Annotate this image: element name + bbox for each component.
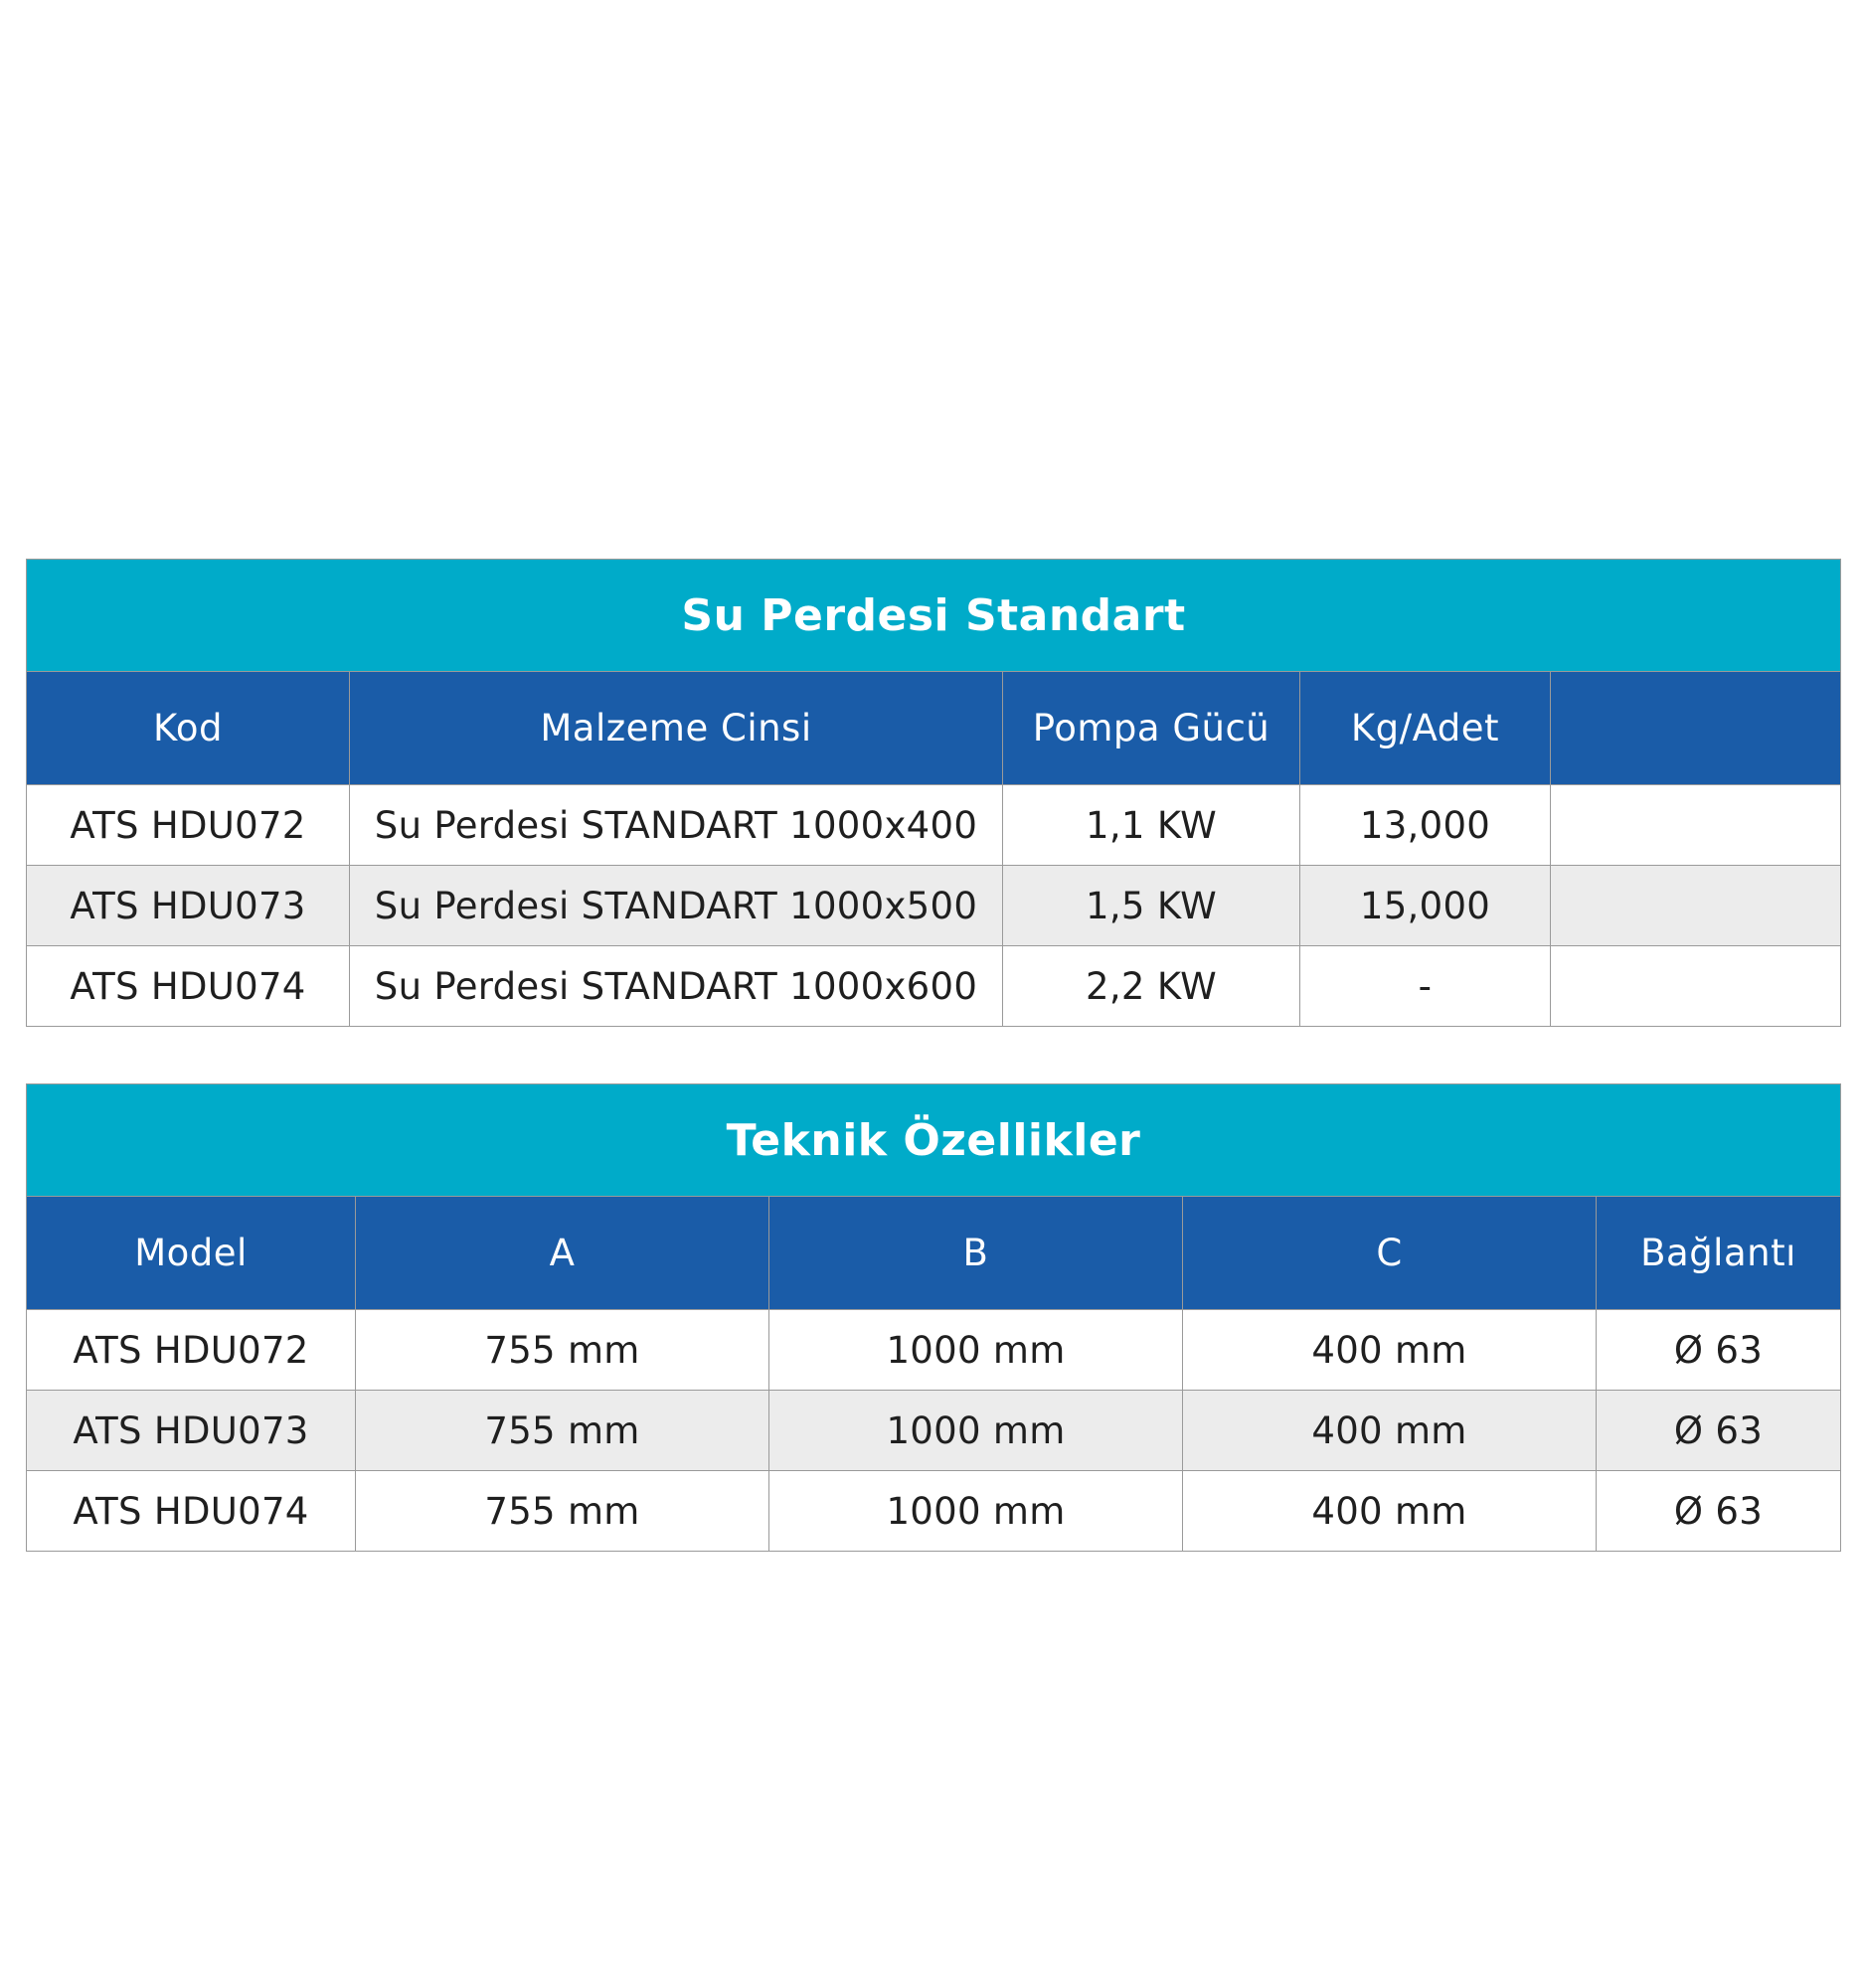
teknik-title-row bbox=[27, 1084, 1841, 1197]
table-row bbox=[27, 946, 1841, 1027]
teknik-header-row bbox=[27, 1197, 1841, 1310]
column-header-malzeme-cinsi: Malzeme Cinsi bbox=[350, 672, 1003, 785]
column-header-b: B bbox=[769, 1197, 1183, 1310]
table-row bbox=[27, 785, 1841, 866]
cell-a: 755 mm bbox=[356, 1310, 769, 1391]
cell-b: 1000 mm bbox=[769, 1391, 1183, 1471]
cell-pompa: 2,2 KW bbox=[1003, 946, 1300, 1027]
column-header-kod: Kod bbox=[27, 672, 350, 785]
table-row bbox=[27, 866, 1841, 946]
column-header-pompa-gucu: Pompa Gücü bbox=[1003, 672, 1300, 785]
cell-malzeme: Su Perdesi STANDART 1000x500 bbox=[350, 866, 1003, 946]
cell-empty bbox=[1551, 785, 1841, 866]
column-header-a: A bbox=[356, 1197, 769, 1310]
cell-pompa: 1,5 KW bbox=[1003, 866, 1300, 946]
cell-kod: ATS HDU072 bbox=[27, 785, 350, 866]
standart-table-title: Su Perdesi Standart bbox=[27, 560, 1841, 672]
cell-empty bbox=[1551, 946, 1841, 1027]
cell-kod: ATS HDU073 bbox=[27, 866, 350, 946]
cell-c: 400 mm bbox=[1183, 1471, 1597, 1552]
cell-kg: - bbox=[1300, 946, 1551, 1027]
cell-model: ATS HDU074 bbox=[27, 1471, 356, 1552]
cell-empty bbox=[1551, 866, 1841, 946]
teknik-table bbox=[26, 1083, 1841, 1552]
column-header-kg-adet: Kg/Adet bbox=[1300, 672, 1551, 785]
cell-kg: 13,000 bbox=[1300, 785, 1551, 866]
cell-malzeme: Su Perdesi STANDART 1000x400 bbox=[350, 785, 1003, 866]
column-header-model: Model bbox=[27, 1197, 356, 1310]
teknik-table-title: Teknik Özellikler bbox=[27, 1084, 1841, 1197]
column-header-empty bbox=[1551, 672, 1841, 785]
cell-b: 1000 mm bbox=[769, 1471, 1183, 1552]
column-header-baglanti: Bağlantı bbox=[1597, 1197, 1841, 1310]
cell-baglanti: Ø 63 bbox=[1597, 1391, 1841, 1471]
cell-a: 755 mm bbox=[356, 1471, 769, 1552]
cell-baglanti: Ø 63 bbox=[1597, 1310, 1841, 1391]
standart-header-row bbox=[27, 672, 1841, 785]
cell-kg: 15,000 bbox=[1300, 866, 1551, 946]
table-row bbox=[27, 1391, 1841, 1471]
column-header-c: C bbox=[1183, 1197, 1597, 1310]
table-row bbox=[27, 1471, 1841, 1552]
cell-baglanti: Ø 63 bbox=[1597, 1471, 1841, 1552]
cell-model: ATS HDU072 bbox=[27, 1310, 356, 1391]
cell-a: 755 mm bbox=[356, 1391, 769, 1471]
standart-table bbox=[26, 559, 1841, 1027]
cell-pompa: 1,1 KW bbox=[1003, 785, 1300, 866]
table-row bbox=[27, 1310, 1841, 1391]
cell-kod: ATS HDU074 bbox=[27, 946, 350, 1027]
cell-b: 1000 mm bbox=[769, 1310, 1183, 1391]
cell-model: ATS HDU073 bbox=[27, 1391, 356, 1471]
cell-c: 400 mm bbox=[1183, 1310, 1597, 1391]
cell-c: 400 mm bbox=[1183, 1391, 1597, 1471]
cell-malzeme: Su Perdesi STANDART 1000x600 bbox=[350, 946, 1003, 1027]
standart-title-row bbox=[27, 560, 1841, 672]
